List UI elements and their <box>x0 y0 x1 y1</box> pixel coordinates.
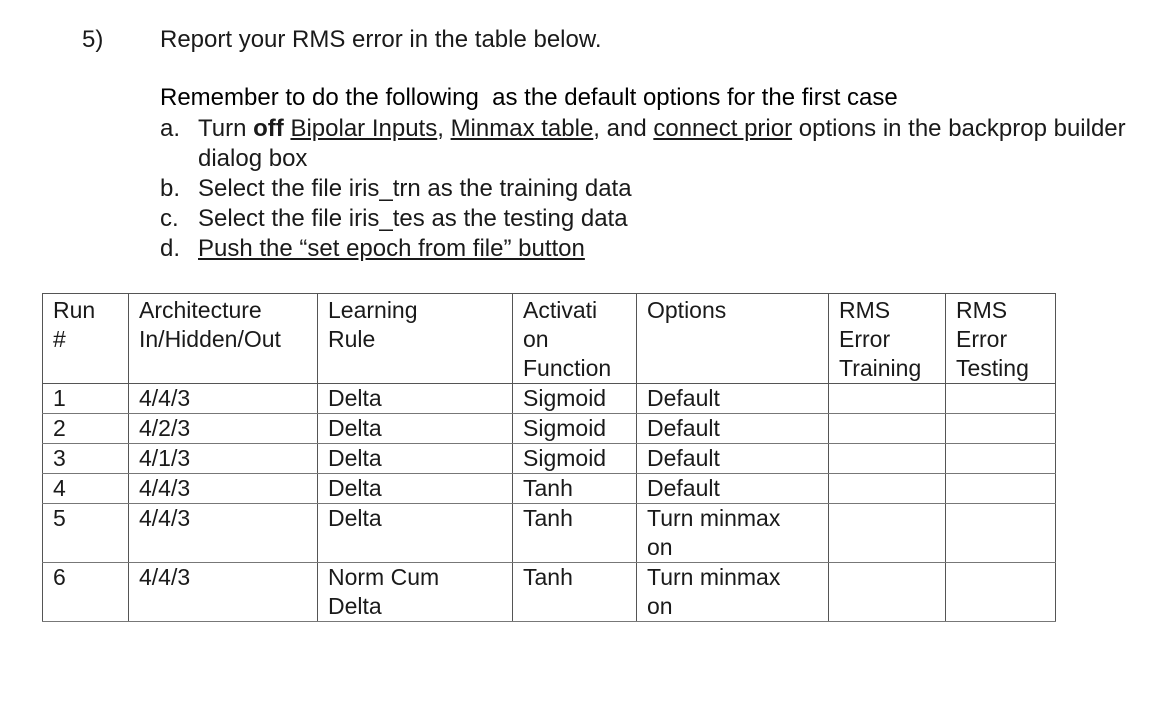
cell-rms-training[interactable] <box>829 474 946 504</box>
table-header-row <box>43 294 1056 384</box>
step-letter: b. <box>160 175 181 202</box>
steps-list <box>160 114 1160 264</box>
cell-run: 6 <box>43 563 129 622</box>
cell-options: Turn minmax on <box>637 563 829 622</box>
cell-architecture: 4/4/3 <box>129 384 318 414</box>
cell-rms-training[interactable] <box>829 384 946 414</box>
cell-learning-rule: Delta <box>318 384 513 414</box>
cell-activation: Sigmoid <box>513 414 637 444</box>
cell-run: 1 <box>43 384 129 414</box>
off-emphasis: off <box>253 115 284 142</box>
cell-run: 5 <box>43 504 129 563</box>
cell-rms-training[interactable] <box>829 414 946 444</box>
step-letter: c. <box>160 205 179 232</box>
cell-rms-testing[interactable] <box>946 474 1056 504</box>
cell-options: Turn minmax on <box>637 504 829 563</box>
header-rms-training: RMS Error Training <box>829 294 946 384</box>
reminder-heading: Remember to do the following as the default options for the first case <box>160 84 898 111</box>
header-activation-function: Activati on Function <box>513 294 637 384</box>
cell-rms-training[interactable] <box>829 504 946 563</box>
step-d <box>160 234 1160 264</box>
cell-run: 4 <box>43 474 129 504</box>
cell-learning-rule: Norm Cum Delta <box>318 563 513 622</box>
cell-architecture: 4/2/3 <box>129 414 318 444</box>
table-row <box>43 504 1056 563</box>
question-number: 5) <box>82 26 104 53</box>
bipolar-inputs-option: Bipolar Inputs <box>290 115 438 142</box>
minmax-table-option: Minmax table <box>450 115 594 142</box>
table-row <box>43 563 1056 622</box>
cell-learning-rule: Delta <box>318 444 513 474</box>
cell-learning-rule: Delta <box>318 504 513 563</box>
cell-rms-training[interactable] <box>829 444 946 474</box>
cell-rms-testing[interactable] <box>946 563 1056 622</box>
cell-rms-testing[interactable] <box>946 444 1056 474</box>
step-text: Turn off Bipolar Inputs, Minmax table, and connect prior options in the backprop builder dialog box <box>198 115 1126 172</box>
cell-options: Default <box>637 474 829 504</box>
cell-activation: Tanh <box>513 563 637 622</box>
cell-architecture: 4/1/3 <box>129 444 318 474</box>
connect-prior-option: connect prior <box>653 115 793 142</box>
step-b <box>160 174 1160 204</box>
step-letter: d. <box>160 235 181 262</box>
rms-error-table <box>42 293 1056 622</box>
table-row <box>43 384 1056 414</box>
cell-rms-training[interactable] <box>829 563 946 622</box>
cell-rms-testing[interactable] <box>946 504 1056 563</box>
cell-activation: Tanh <box>513 504 637 563</box>
cell-options: Default <box>637 444 829 474</box>
header-architecture: Architecture In/Hidden/Out <box>129 294 318 384</box>
table-row <box>43 414 1056 444</box>
cell-learning-rule: Delta <box>318 474 513 504</box>
cell-activation: Sigmoid <box>513 384 637 414</box>
step-text: Select the file iris_tes as the testing data <box>198 205 628 232</box>
cell-architecture: 4/4/3 <box>129 474 318 504</box>
cell-rms-testing[interactable] <box>946 414 1056 444</box>
cell-options: Default <box>637 384 829 414</box>
cell-architecture: 4/4/3 <box>129 563 318 622</box>
cell-run: 3 <box>43 444 129 474</box>
table-row <box>43 444 1056 474</box>
question-instruction: Report your RMS error in the table below. <box>160 26 602 53</box>
header-rms-testing: RMS Error Testing <box>946 294 1056 384</box>
cell-architecture: 4/4/3 <box>129 504 318 563</box>
step-text: Push the “set epoch from file” button <box>198 235 585 262</box>
step-letter: a. <box>160 115 181 142</box>
cell-learning-rule: Delta <box>318 414 513 444</box>
cell-run: 2 <box>43 414 129 444</box>
header-run: Run # <box>43 294 129 384</box>
step-c <box>160 204 1160 234</box>
table-row <box>43 474 1056 504</box>
step-text: Select the file iris_trn as the training data <box>198 175 632 202</box>
cell-activation: Tanh <box>513 474 637 504</box>
cell-activation: Sigmoid <box>513 444 637 474</box>
header-options: Options <box>637 294 829 384</box>
cell-rms-testing[interactable] <box>946 384 1056 414</box>
header-learning-rule: Learning Rule <box>318 294 513 384</box>
cell-options: Default <box>637 414 829 444</box>
step-a <box>160 114 1160 174</box>
